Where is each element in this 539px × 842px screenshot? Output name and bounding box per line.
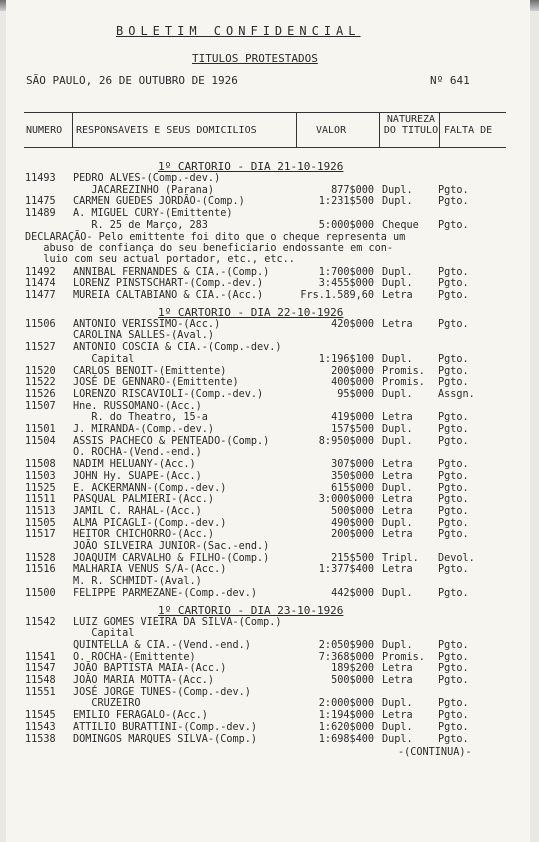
record-nature: Dupl. bbox=[382, 517, 413, 529]
record-value: 420$000 bbox=[331, 318, 374, 330]
col-header-falta: FALTA DE bbox=[444, 125, 493, 136]
document-page bbox=[6, 0, 530, 842]
record-falta: Pgto. bbox=[438, 290, 469, 301]
record-value: 1:194$000 bbox=[318, 710, 374, 722]
record-number: 11542 bbox=[25, 616, 56, 628]
record-number: 11517 bbox=[25, 529, 56, 541]
record-responsible: JOAQUIM CARVALHO & FILHO-(Comp.) bbox=[73, 552, 270, 564]
record-nature: Dupl. bbox=[382, 196, 413, 208]
record-value: 877$000 bbox=[331, 184, 374, 196]
record-responsible: QUINTELLA & CIA.-(Vend.-end.) bbox=[73, 639, 251, 651]
record-number: 11492 bbox=[25, 266, 56, 278]
record-value: 5:000$000 bbox=[318, 219, 374, 231]
record-number: 11501 bbox=[25, 424, 56, 435]
record-responsible: E. ACKERMANN-(Comp.-dev.) bbox=[73, 482, 227, 494]
record-responsible: CRUZEIRO bbox=[73, 698, 141, 710]
record-responsible: O. ROCHA-(Vend.-end.) bbox=[73, 447, 202, 459]
record-number: 11475 bbox=[25, 196, 56, 208]
record-falta: Assgn. bbox=[438, 388, 475, 400]
record-responsible: ASSIS PACHECO & PENTEADO-(Comp.) bbox=[73, 435, 270, 447]
record-number: 11505 bbox=[25, 517, 56, 529]
record-nature: Dupl. bbox=[382, 639, 413, 651]
record-value: 7:368$000 bbox=[318, 651, 374, 663]
record-value: Frs.1.589,60 bbox=[300, 290, 374, 301]
record-responsible: ANTONIO VERISSIMO-(Acc.) bbox=[73, 318, 221, 330]
record-responsible: HEITOR CHICHORRO-(Acc.) bbox=[73, 529, 215, 541]
record-value: 1:700$000 bbox=[318, 266, 374, 278]
record-falta: Pgto. bbox=[438, 639, 469, 651]
record-nature: Promis. bbox=[382, 365, 425, 377]
record-responsible: PEDRO ALVES-(Comp.-dev.) bbox=[73, 173, 221, 184]
record-number: 11508 bbox=[25, 459, 56, 471]
record-responsible: LUIZ GOMES VIEIRA DA SILVA-(Comp.) bbox=[73, 616, 282, 628]
record-value: 490$000 bbox=[331, 517, 374, 529]
record-number: 11474 bbox=[25, 278, 56, 290]
record-responsible: ATTILIO BURATTINI-(Comp.-dev.) bbox=[73, 721, 258, 733]
record-falta: Pgto. bbox=[438, 505, 469, 517]
record-falta: Pgto. bbox=[438, 733, 469, 745]
record-nature: Cheque bbox=[382, 219, 419, 231]
record-responsible: EMILIO FERAGALO-(Acc.) bbox=[73, 710, 208, 722]
record-nature: Letra bbox=[382, 710, 413, 722]
record-responsible: MUREIA CALTABIANO & CIA.-(Acc.) bbox=[73, 290, 264, 301]
record-falta: Pgto. bbox=[438, 266, 469, 278]
record-nature: Dupl. bbox=[382, 388, 413, 400]
record-falta: Pgto. bbox=[438, 564, 469, 576]
record-responsible: JOSÉ JORGE TUNES-(Comp.-dev.) bbox=[73, 686, 251, 698]
record-falta: Pgto. bbox=[438, 663, 469, 675]
record-nature: Dupl. bbox=[382, 278, 413, 290]
record-falta: Pgto. bbox=[438, 424, 469, 435]
record-nature: Dupl. bbox=[382, 733, 413, 745]
record-falta: Pgto. bbox=[438, 651, 469, 663]
col-header-numero: NUMERO bbox=[26, 125, 63, 136]
record-responsible: R. do Theatro, 15-a bbox=[73, 412, 208, 424]
record-responsible: ALMA PICAGLI-(Comp.-dev.) bbox=[73, 517, 227, 529]
record-number: 11522 bbox=[25, 377, 56, 389]
record-responsible: JOÃO MARIA MOTTA-(Acc.) bbox=[73, 675, 215, 686]
record-nature: Promis. bbox=[382, 377, 425, 389]
record-responsible: A. MIGUEL CURY-(Emittente) bbox=[73, 208, 233, 220]
record-responsible: ANTONIO COSCIA & CIA.-(Comp.-dev.) bbox=[73, 342, 282, 354]
record-number: 11547 bbox=[25, 663, 56, 675]
record-falta: Pgto. bbox=[438, 353, 469, 365]
record-responsible: M. R. SCHMIDT-(Aval.) bbox=[73, 576, 202, 588]
record-falta: Pgto. bbox=[438, 377, 469, 389]
record-nature: Letra bbox=[382, 318, 413, 330]
record-value: 200$000 bbox=[331, 365, 374, 377]
record-nature: Letra bbox=[382, 663, 413, 675]
record-number: 11545 bbox=[25, 710, 56, 722]
record-responsible: Hne. RUSSOMANO-(Acc.) bbox=[73, 400, 202, 412]
record-value: 1:231$500 bbox=[318, 196, 374, 208]
record-responsible: O. ROCHA-(Emittente) bbox=[73, 651, 196, 663]
record-nature: Letra bbox=[382, 529, 413, 541]
record-falta: Pgto. bbox=[438, 698, 469, 710]
record-nature: Letra bbox=[382, 470, 413, 482]
record-value: 2:000$000 bbox=[318, 698, 374, 710]
record-responsible: NADIM HELUANY-(Acc.) bbox=[73, 459, 196, 471]
record-responsible: ANNIBAL FERNANDES & CIA.-(Comp.) bbox=[73, 266, 270, 278]
record-falta: Pgto. bbox=[438, 470, 469, 482]
document-title: BOLETIM CONFIDENCIAL bbox=[116, 24, 361, 38]
record-responsible: CAROLINA SALLES-(Aval.) bbox=[73, 330, 215, 342]
record-responsible: R. 25 de Março, 283 bbox=[73, 219, 208, 231]
record-value: 215$500 bbox=[331, 552, 374, 564]
record-falta: Pgto. bbox=[438, 517, 469, 529]
record-number: 11551 bbox=[25, 686, 56, 698]
record-number: 11506 bbox=[25, 318, 56, 330]
col-header-natureza: NATUREZA DO TITULO bbox=[383, 114, 439, 136]
record-responsible: J. MIRANDA-(Comp.-dev.) bbox=[73, 424, 215, 435]
declaration-note: DECLARAÇÃO- Pelo emittente foi dito que o cheque representa um abuso de confiança do seu beneficiario endossante em con- luio com seu actual portador, etc., etc.. bbox=[25, 231, 406, 265]
record-falta: Pgto. bbox=[438, 529, 469, 541]
record-falta: Pgto. bbox=[438, 278, 469, 290]
record-number: 11513 bbox=[25, 505, 56, 517]
record-value: 1:377$400 bbox=[318, 564, 374, 576]
record-nature: Dupl. bbox=[382, 587, 413, 599]
record-value: 442$000 bbox=[331, 587, 374, 599]
record-nature: Letra bbox=[382, 459, 413, 471]
record-value: 1:698$400 bbox=[318, 733, 374, 745]
record-responsible: MALHARIA VENUS S/A-(Acc.) bbox=[73, 564, 227, 576]
date-line: SÃO PAULO, 26 DE OUTUBRO DE 1926 bbox=[26, 74, 238, 87]
record-responsible: JOÃO SILVEIRA JUNIOR-(Sac.-end.) bbox=[73, 541, 270, 552]
record-number: 11520 bbox=[25, 365, 56, 377]
record-number: 11503 bbox=[25, 470, 56, 482]
record-responsible: JACAREZINHO (Parana) bbox=[73, 184, 215, 196]
record-value: 189$200 bbox=[331, 663, 374, 675]
record-falta: Pgto. bbox=[438, 196, 469, 208]
col-header-valor: VALOR bbox=[316, 125, 347, 136]
record-responsible: JOÃO BAPTISTA MAIA-(Acc.) bbox=[73, 663, 227, 675]
issue-number: Nº 641 bbox=[430, 74, 470, 87]
continues-label: -(CONTINUA)- bbox=[398, 747, 472, 759]
record-value: 3:000$000 bbox=[318, 494, 374, 506]
record-number: 11516 bbox=[25, 564, 56, 576]
table-header bbox=[24, 112, 506, 148]
record-number: 11477 bbox=[25, 290, 56, 301]
record-value: 307$000 bbox=[331, 459, 374, 471]
record-value: 1:620$000 bbox=[318, 721, 374, 733]
record-value: 157$500 bbox=[331, 424, 374, 435]
record-value: 400$000 bbox=[331, 377, 374, 389]
record-value: 500$000 bbox=[331, 675, 374, 686]
record-nature: Dupl. bbox=[382, 721, 413, 733]
record-falta: Pgto. bbox=[438, 412, 469, 424]
section-heading: 1º CARTORIO - DIA 21-10-1926 bbox=[158, 160, 344, 173]
record-number: 11541 bbox=[25, 651, 56, 663]
record-number: 11500 bbox=[25, 587, 56, 599]
document-subtitle: TITULOS PROTESTADOS bbox=[192, 52, 318, 65]
record-responsible: CARMEN GUEDES JORDÃO-(Comp.) bbox=[73, 196, 245, 208]
record-number: 11543 bbox=[25, 721, 56, 733]
section-heading: 1º CARTORIO - DIA 23-10-1926 bbox=[158, 603, 344, 617]
record-nature: Letra bbox=[382, 505, 413, 517]
record-value: 500$000 bbox=[331, 505, 374, 517]
record-number: 11504 bbox=[25, 435, 56, 447]
record-number: 11493 bbox=[25, 173, 56, 184]
record-nature: Letra bbox=[382, 675, 413, 686]
record-responsible: PASQUAL PALMIERI-(Acc.) bbox=[73, 494, 215, 506]
record-responsible: JOHN Hy. SUAPE-(Acc.) bbox=[73, 470, 202, 482]
record-value: 200$000 bbox=[331, 529, 374, 541]
record-number: 11525 bbox=[25, 482, 56, 494]
record-nature: Promis. bbox=[382, 651, 425, 663]
record-responsible: Capital bbox=[73, 628, 135, 640]
record-responsible: FELIPPE PARMEZANE-(Comp.-dev.) bbox=[73, 587, 258, 599]
record-value: 615$000 bbox=[331, 482, 374, 494]
record-responsible: JAMIL C. RAHAL-(Acc.) bbox=[73, 505, 202, 517]
record-falta: Devol. bbox=[438, 552, 475, 564]
record-nature: Dupl. bbox=[382, 424, 413, 435]
record-nature: Dupl. bbox=[382, 482, 413, 494]
record-value: 2:050$900 bbox=[318, 639, 374, 651]
record-responsible: CARLOS BENOIT-(Emittente) bbox=[73, 365, 227, 377]
record-responsible: LORENZO RISCAVIOLI-(Comp.-dev.) bbox=[73, 388, 264, 400]
record-falta: Pgto. bbox=[438, 318, 469, 330]
record-falta: Pgto. bbox=[438, 721, 469, 733]
record-falta: Pgto. bbox=[438, 675, 469, 686]
record-falta: Pgto. bbox=[438, 482, 469, 494]
record-falta: Pgto. bbox=[438, 587, 469, 599]
record-falta: Pgto. bbox=[438, 459, 469, 471]
record-nature: Letra bbox=[382, 290, 413, 301]
record-value: 419$000 bbox=[331, 412, 374, 424]
record-falta: Pgto. bbox=[438, 365, 469, 377]
section-heading: 1º CARTORIO - DIA 22-10-1926 bbox=[158, 305, 344, 319]
record-nature: Dupl. bbox=[382, 353, 413, 365]
record-value: 1:196$100 bbox=[318, 353, 374, 365]
record-responsible: Capital bbox=[73, 353, 135, 365]
record-nature: Dupl. bbox=[382, 184, 413, 196]
record-falta: Pgto. bbox=[438, 710, 469, 722]
record-falta: Pgto. bbox=[438, 494, 469, 506]
record-nature: Letra bbox=[382, 564, 413, 576]
record-number: 11507 bbox=[25, 400, 56, 412]
record-nature: Dupl. bbox=[382, 435, 413, 447]
record-value: 350$000 bbox=[331, 470, 374, 482]
record-nature: Tripl. bbox=[382, 552, 419, 564]
record-falta: Pgto. bbox=[438, 435, 469, 447]
record-responsible: JOSÉ DE GENNARO-(Emittente) bbox=[73, 377, 239, 389]
record-number: 11528 bbox=[25, 552, 56, 564]
record-number: 11538 bbox=[25, 733, 56, 745]
record-number: 11548 bbox=[25, 675, 56, 686]
record-responsible: LORENZ PINSTSCHART-(Comp.-dev.) bbox=[73, 278, 264, 290]
record-nature: Letra bbox=[382, 494, 413, 506]
record-nature: Dupl. bbox=[382, 698, 413, 710]
record-falta: Pgto. bbox=[438, 219, 469, 231]
record-number: 11527 bbox=[25, 342, 56, 354]
record-nature: Dupl. bbox=[382, 266, 413, 278]
record-number: 11526 bbox=[25, 388, 56, 400]
record-responsible: DOMINGOS MARQUES SILVA-(Comp.) bbox=[73, 733, 258, 745]
record-value: 8:950$000 bbox=[318, 435, 374, 447]
record-number: 11489 bbox=[25, 208, 56, 220]
col-header-responsaveis: RESPONSAVEIS E SEUS DOMICILIOS bbox=[76, 125, 257, 136]
record-number: 11511 bbox=[25, 494, 56, 506]
record-value: 95$000 bbox=[337, 388, 374, 400]
record-value: 3:455$000 bbox=[318, 278, 374, 290]
record-falta: Pgto. bbox=[438, 184, 469, 196]
record-nature: Letra bbox=[382, 412, 413, 424]
